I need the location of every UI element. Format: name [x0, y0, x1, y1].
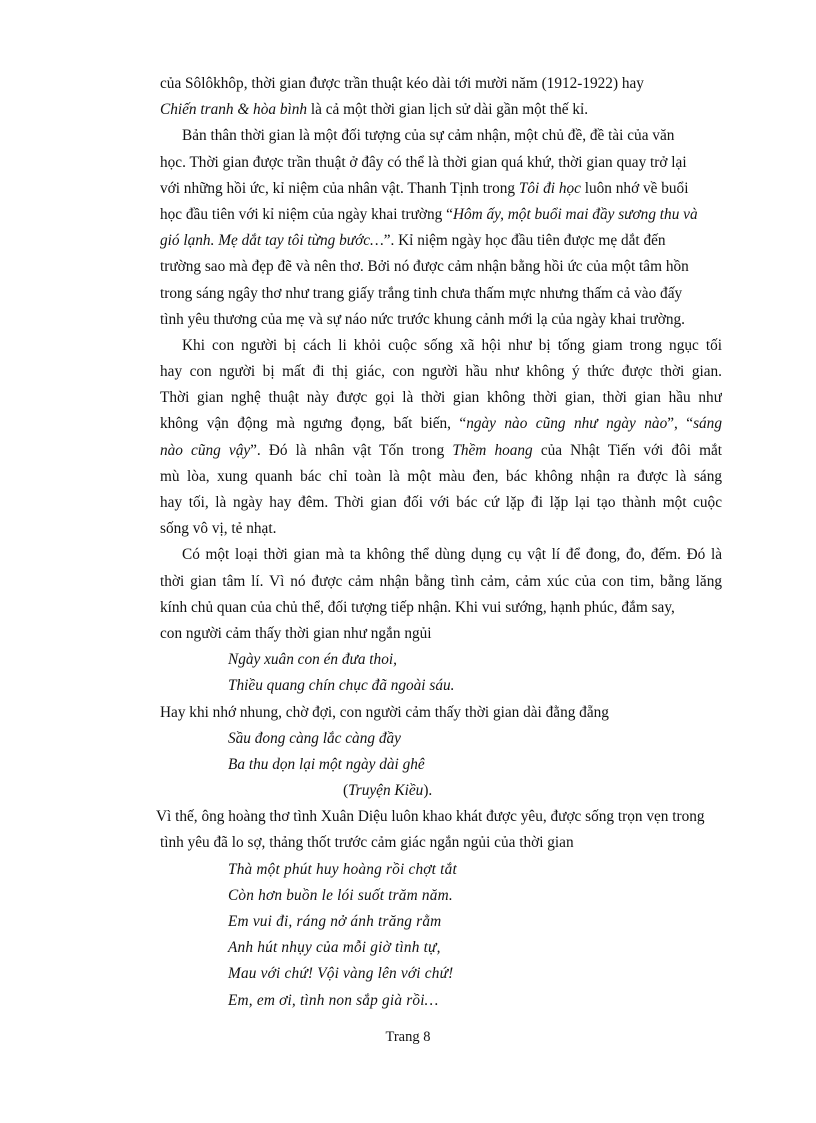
text-line [160, 228, 722, 254]
verse-line: Anh hút nhụy của mỗi giờ tình tự, [228, 939, 441, 957]
text-line: học. Thời gian được trần thuật ở đây có thể là thời gian quá khứ, thời gian quay trở lại [160, 153, 687, 171]
text-span: ). [423, 782, 433, 800]
verse-line: Còn hơn buồn le lói suốt trăm năm. [228, 886, 453, 904]
text-span: với những hồi ức, kỉ niệm của nhân vật. Thanh Tịnh trong [160, 179, 519, 197]
verse-line: Sầu đong càng lắc càng đầy [228, 729, 401, 747]
quotation: gió lạnh. Mẹ dắt tay tôi từng bước… [160, 232, 384, 250]
book-title: Truyện Kiều [348, 782, 424, 800]
verse-line: Mau với chứ! Vội vàng lên với chứ! [228, 965, 454, 983]
text-line: con người cảm thấy thời gian như ngắn ngủi [160, 624, 432, 642]
book-title: Thềm hoang [452, 441, 533, 459]
quotation: sáng [693, 415, 722, 433]
paragraph-start: Vì thế, ông hoàng thơ tình Xuân Diệu luôn khao khát được yêu, được sống trọn vẹn trong [156, 808, 705, 826]
verse-line: Em, em ơi, tình non sắp già rồi… [228, 991, 439, 1009]
verse-line: Thiều quang chín chục đã ngoài sáu. [228, 677, 455, 695]
verse-line: Ba thu dọn lại một ngày dài ghê [228, 755, 425, 773]
text-span: ”. Kỉ niệm ngày học đầu tiên được mẹ dắt đến [383, 232, 666, 250]
text-line [160, 176, 722, 202]
text-span: luôn nhớ về buổi [580, 179, 689, 197]
text-line: tình yêu đã lo sợ, thảng thốt trước cảm giác ngắn ngủi của thời gian [160, 834, 574, 852]
page-number: Trang 8 [385, 1029, 431, 1045]
text-line: thời gian tâm lí. Vì nó được cảm nhận bằng tình cảm, cảm xúc của con tim, bằng lăng [160, 572, 722, 590]
text-span: học đầu tiên với kỉ niệm của ngày khai trường “ [160, 205, 453, 223]
text-line: hay con người bị mất đi thị giác, con người hầu như không ý thức được thời gian. [160, 363, 722, 381]
text-line [160, 97, 722, 123]
text-line: sống vô vị, tẻ nhạt. [160, 520, 277, 538]
text-span: của Nhật Tiến với đôi mắt [532, 441, 722, 459]
text-line: tình yêu thương của mẹ và sự náo nức trước khung cảnh mới lạ của ngày khai trường. [160, 310, 685, 328]
book-title: Tôi đi học [518, 179, 581, 197]
paragraph-start: Có một loại thời gian mà ta không thể dùng dụng cụ vật lí để đong, đo, đếm. Đó là [182, 546, 722, 564]
text-line: Hay khi nhớ nhung, chờ đợi, con người cảm thấy thời gian dài đằng đẵng [160, 703, 609, 721]
verse-citation [160, 778, 722, 804]
verse-line: Ngày xuân con én đưa thoi, [228, 651, 397, 669]
text-span: không vận động mà ngưng đọng, bất biến, “ [160, 415, 467, 433]
quotation: ngày nào cũng như ngày nào [466, 415, 668, 433]
text-line: của Sôlôkhôp, thời gian được trần thuật kéo dài tới mười năm (1912-1922) hay [160, 75, 644, 92]
text-span: là cả một thời gian lịch sử dài gần một thế kỉ. [307, 101, 589, 119]
text-line [160, 202, 722, 228]
quotation: nào cũng vậy [160, 441, 251, 459]
text-span: ”. Đó là nhân vật Tốn trong [250, 441, 453, 459]
page-body [156, 71, 722, 1014]
text-line: trường sao mà đẹp đẽ và nên thơ. Bởi nó được cảm nhận bằng hồi ức của một tâm hồn [160, 258, 689, 276]
text-line: mù lòa, xung quanh bác chỉ toàn là một màu đen, bác không nhận ra được là sáng [160, 467, 722, 485]
text-line: Thời gian nghệ thuật này được gọi là thời gian không thời gian, thời gian hầu như [160, 389, 722, 407]
book-title: Chiến tranh & hòa bình [160, 101, 308, 119]
text-span: ”, “ [667, 415, 694, 433]
text-line [160, 411, 722, 437]
text-span: ( [343, 782, 349, 800]
paragraph-start: Khi con người bị cách li khỏi cuộc sống xã hội như bị tống giam trong ngục tối [182, 336, 722, 354]
verse-line: Thà một phút huy hoàng rồi chợt tắt [228, 860, 457, 878]
text-line [160, 438, 722, 464]
text-line: trong sáng ngây thơ như trang giấy trắng tinh chưa thấm mực nhưng thấm cả vào đấy [160, 284, 683, 302]
verse-line: Em vui đi, ráng nở ánh trăng rằm [228, 913, 442, 930]
text-line: kính chủ quan của chủ thể, đối tượng tiếp nhận. Khi vui sướng, hạnh phúc, đắm say, [160, 598, 675, 616]
text-line: hay tối, là ngày hay đêm. Thời gian đối với bác cứ lặp đi lặp lại tạo thành một cuộc [160, 494, 722, 511]
paragraph-start: Bản thân thời gian là một đối tượng của sự cảm nhận, một chủ đề, đề tài của văn [182, 127, 675, 145]
quotation: Hôm ấy, một buổi mai đầy sương thu và [452, 205, 698, 223]
